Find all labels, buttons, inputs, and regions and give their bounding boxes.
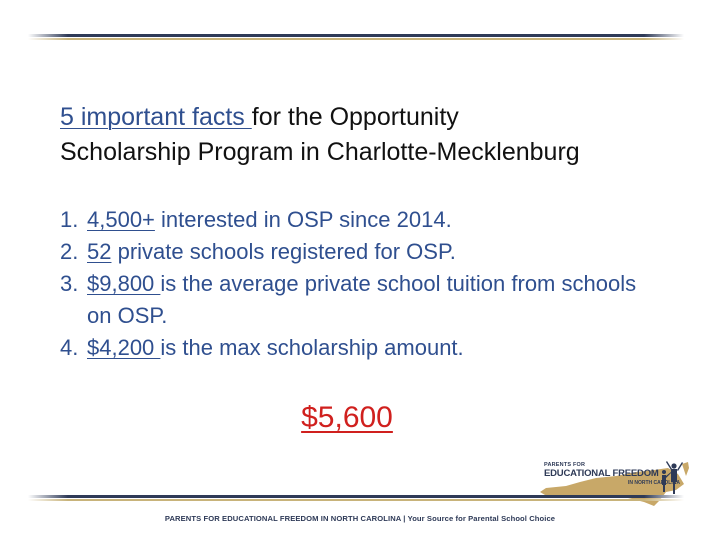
title-highlight: 5 important facts (60, 103, 252, 131)
list-item (60, 204, 660, 236)
fact-highlight: 52 (87, 239, 112, 264)
fact-text: is the max scholarship amount. (160, 335, 464, 360)
fact-highlight: 4,500+ (87, 207, 155, 232)
fact-number: 4. (60, 335, 79, 360)
list-item (60, 332, 660, 364)
highlight-amount: $5,600 (301, 401, 393, 434)
fact-number: 3. (60, 271, 79, 296)
list-item (60, 236, 660, 268)
logo-line-3: IN NORTH CAROLINA (628, 480, 680, 486)
facts-list (60, 204, 660, 364)
bottom-divider (28, 495, 684, 501)
logo-line-2: EDUCATIONAL FREEDOM (544, 468, 659, 479)
fact-text: is the average private school tuition from schools on OSP. (87, 271, 637, 328)
list-item (60, 268, 660, 332)
footer-text: PARENTS FOR EDUCATIONAL FREEDOM IN NORTH CAROLINA | Your Source for Parental School Choice (164, 514, 556, 523)
fact-highlight: $4,200 (87, 335, 161, 360)
logo-line-1: PARENTS FOR (544, 462, 586, 468)
fact-number: 1. (60, 207, 79, 232)
title-line1-rest: for the Opportunity (251, 103, 459, 131)
title-line2: Scholarship Program in Charlotte-Mecklenburg (60, 138, 580, 166)
fact-highlight: $9,800 (87, 271, 161, 296)
slide-title (60, 100, 700, 170)
fact-text: interested in OSP since 2014. (154, 207, 452, 232)
top-divider (28, 34, 684, 40)
fact-number: 2. (60, 239, 79, 264)
fact-text: private schools registered for OSP. (111, 239, 456, 264)
